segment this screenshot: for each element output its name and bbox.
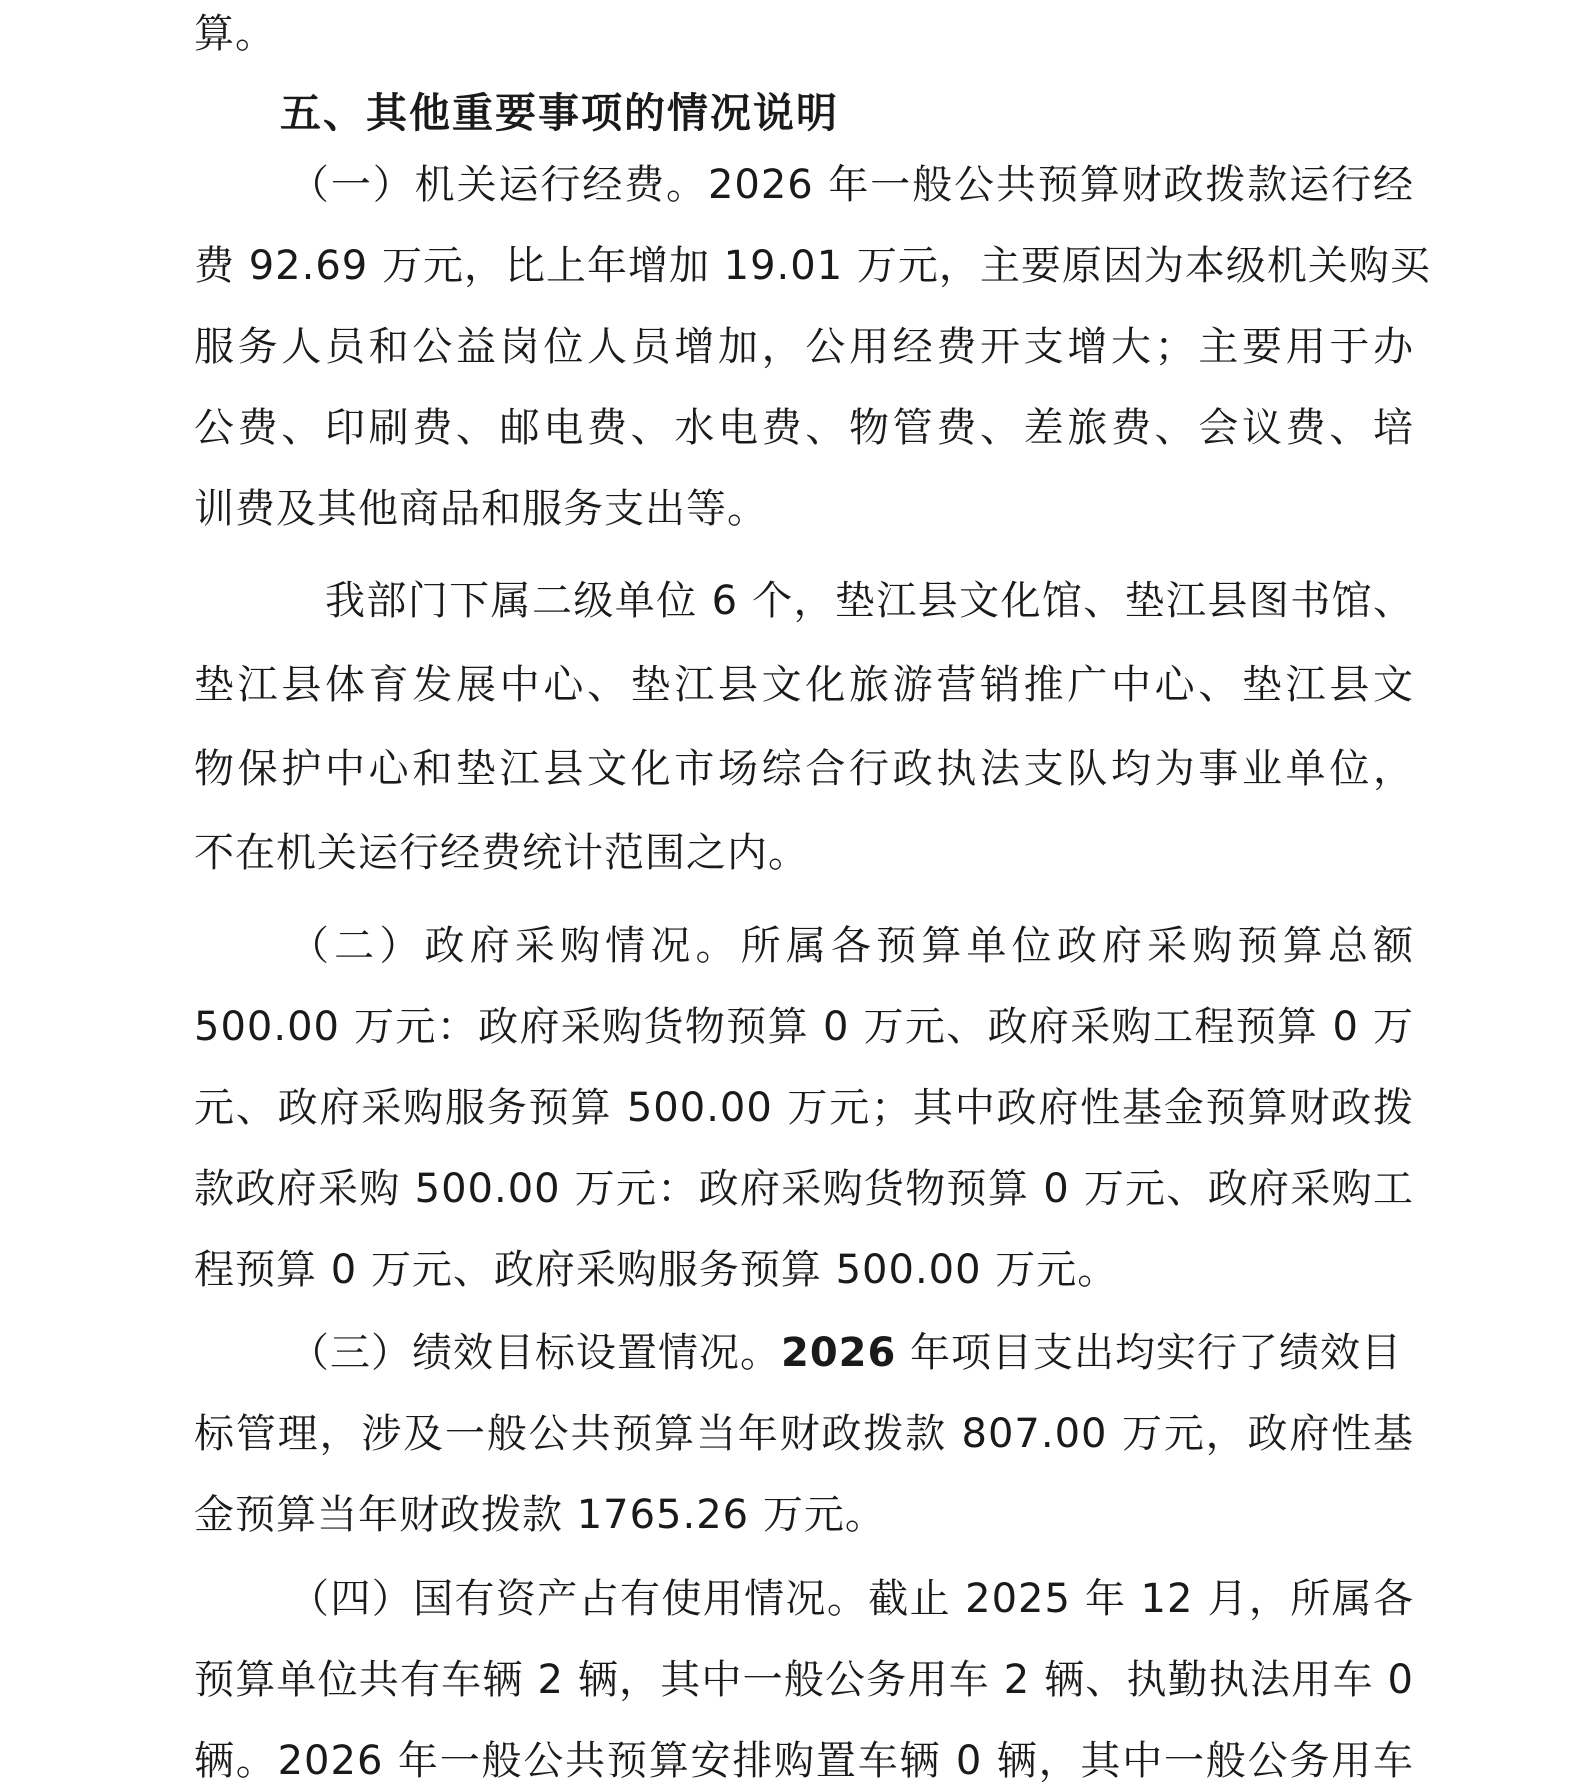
paragraph-line: 辆。2026 年一般公共预算安排购置车辆 0 辆，其中一般公务用车: [194, 1738, 1414, 1784]
line-segment: 年项目支出均实行了绩效目: [896, 1330, 1403, 1376]
paragraph-line: 预算单位共有车辆 2 辆，其中一般公务用车 2 辆、执勤执法用车 0: [194, 1657, 1414, 1703]
paragraph-line: 款政府采购 500.00 万元：政府采购货物预算 0 万元、政府采购工: [194, 1166, 1414, 1212]
paragraph-line: （四）国有资产占有使用情况。截止 2025 年 12 月，所属各: [289, 1576, 1414, 1622]
paragraph-line: 垫江县体育发展中心、垫江县文化旅游营销推广中心、垫江县文: [194, 662, 1414, 708]
paragraph-line: 元、政府采购服务预算 500.00 万元；其中政府性基金预算财政拨: [194, 1085, 1414, 1131]
section-heading: 五、其他重要事项的情况说明: [280, 89, 839, 137]
paragraph-line: 我部门下属二级单位 6 个，垫江县文化馆、垫江县图书馆、: [325, 578, 1414, 624]
paragraph-line: （二）政府采购情况。所属各预算单位政府采购预算总额: [289, 923, 1414, 969]
paragraph-line: [289, 1329, 1414, 1377]
line-segment-bold: 2026: [781, 1330, 897, 1376]
paragraph-line: 500.00 万元：政府采购货物预算 0 万元、政府采购工程预算 0 万: [194, 1004, 1414, 1050]
paragraph-line: 程预算 0 万元、政府采购服务预算 500.00 万元。: [194, 1247, 1119, 1293]
paragraph-line: 服务人员和公益岗位人员增加，公用经费开支增大；主要用于办: [194, 324, 1414, 370]
paragraph-line: 金预算当年财政拨款 1765.26 万元。: [194, 1492, 886, 1538]
paragraph-line: （一）机关运行经费。2026 年一般公共预算财政拨款运行经: [289, 162, 1414, 208]
paragraph-line: 训费及其他商品和服务支出等。: [194, 486, 768, 532]
line-segment: （三）绩效目标设置情况。: [289, 1330, 781, 1376]
paragraph-line: 不在机关运行经费统计范围之内。: [194, 830, 809, 876]
paragraph-line: 物保护中心和垫江县文化市场综合行政执法支队均为事业单位，: [194, 746, 1414, 792]
paragraph-line: 算。: [194, 11, 276, 57]
paragraph-line: 费 92.69 万元，比上年增加 19.01 万元，主要原因为本级机关购买: [194, 243, 1431, 289]
paragraph-line: 公费、印刷费、邮电费、水电费、物管费、差旅费、会议费、培: [194, 405, 1414, 451]
paragraph-line: 标管理，涉及一般公共预算当年财政拨款 807.00 万元，政府性基: [194, 1411, 1414, 1457]
